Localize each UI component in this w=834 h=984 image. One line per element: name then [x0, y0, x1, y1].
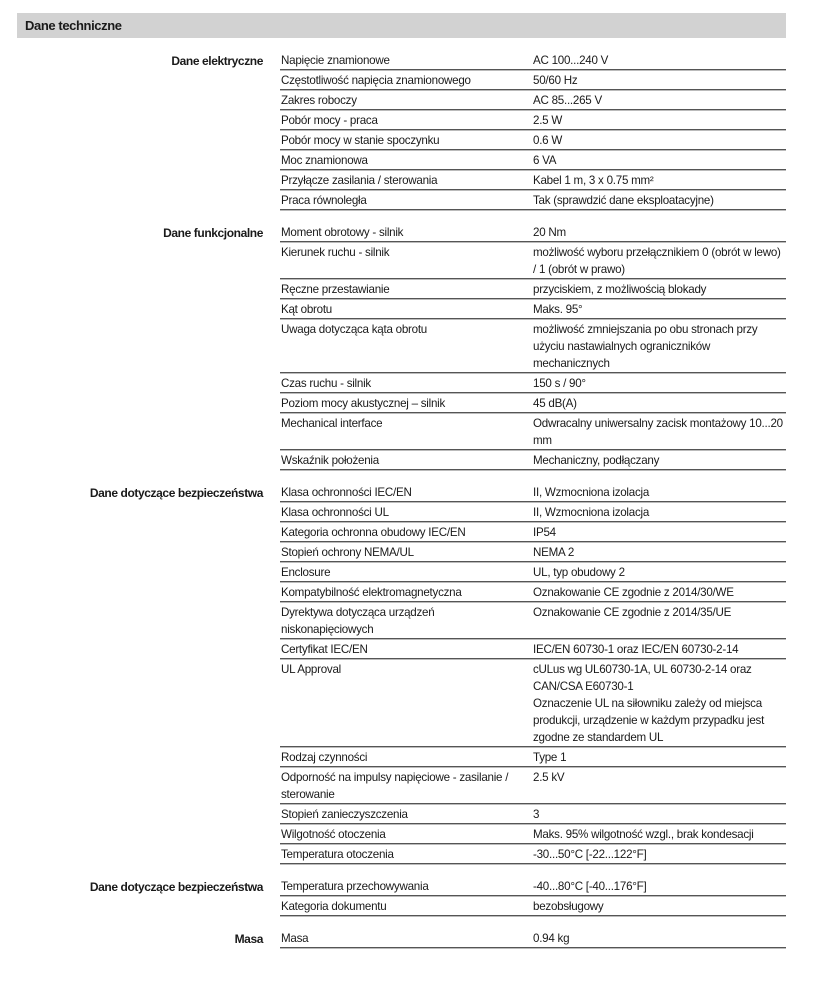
param-name: Dyrektywa dotycząca urządzeń niskonapięciowych: [281, 606, 435, 636]
table-row: [280, 824, 786, 844]
param-name: Wilgotność otoczenia: [281, 828, 386, 841]
param-value: 50/60 Hz: [533, 74, 578, 87]
param-value: przyciskiem, z możliwością blokady: [533, 283, 707, 296]
param-name: Rodzaj czynności: [281, 751, 368, 764]
param-name: Moment obrotowy - silnik: [281, 226, 404, 239]
section-rows: [280, 928, 786, 948]
table-row: [280, 413, 786, 450]
section-label: Dane elektryczne: [171, 54, 263, 68]
section-label: Masa: [234, 932, 263, 946]
param-name: Kierunek ruchu - silnik: [281, 246, 390, 259]
spec-section: [0, 50, 834, 210]
table-row: [280, 542, 786, 562]
table-row: [280, 562, 786, 582]
param-name: Kategoria dokumentu: [281, 900, 387, 913]
table-row: [280, 50, 786, 70]
section-rows: [280, 222, 786, 470]
spec-section: [0, 928, 834, 948]
param-value: Oznakowanie CE zgodnie z 2014/30/WE: [533, 586, 734, 599]
param-name: Zakres roboczy: [281, 94, 357, 107]
param-value: 0.6 W: [533, 134, 563, 147]
param-value: możliwość zmniejszania po obu stronach przy użyciu nastawialnych ograniczników mechanicznych: [533, 323, 758, 370]
table-row: [280, 928, 786, 948]
param-value: 0.94 kg: [533, 932, 570, 945]
param-name: Uwaga dotycząca kąta obrotu: [281, 323, 427, 336]
param-value: 20 Nm: [533, 226, 566, 239]
param-name: Praca równoległa: [281, 194, 367, 207]
table-row: [280, 222, 786, 242]
param-value: cULus wg UL60730-1A, UL 60730-2-14 oraz CAN/CSA E60730-1 Oznaczenie UL na siłowniku zależy od miejsca produkcji, urządzenie w każdym przypadku jest zgodne ze standardem UL: [533, 663, 765, 744]
param-name: Wskaźnik położenia: [281, 454, 379, 467]
section-rows: [280, 876, 786, 916]
section-header: [17, 13, 786, 38]
param-value: Oznakowanie CE zgodnie z 2014/35/UE: [533, 606, 732, 619]
param-name: Czas ruchu - silnik: [281, 377, 371, 390]
section-rows: [280, 482, 786, 864]
table-row: [280, 190, 786, 210]
param-value: II, Wzmocniona izolacja: [533, 506, 650, 519]
param-name: Pobór mocy w stanie spoczynku: [281, 134, 440, 147]
param-value: bezobsługowy: [533, 900, 604, 913]
table-row: [280, 373, 786, 393]
param-value: możliwość wyboru przełącznikiem 0 (obrót w lewo) / 1 (obrót w prawo): [533, 246, 781, 276]
table-row: [280, 130, 786, 150]
param-value: AC 100...240 V: [533, 54, 609, 67]
param-name: Napięcie znamionowe: [281, 54, 390, 67]
table-row: [280, 482, 786, 502]
param-value: NEMA 2: [533, 546, 575, 559]
param-value: II, Wzmocniona izolacja: [533, 486, 650, 499]
param-value: 6 VA: [533, 154, 557, 167]
section-label: Dane dotyczące bezpieczeństwa: [89, 880, 263, 894]
param-value: Mechaniczny, podłączany: [533, 454, 660, 467]
table-row: [280, 767, 786, 804]
page-title: Dane techniczne: [25, 18, 122, 33]
param-value: 3: [533, 808, 540, 821]
table-row: [280, 279, 786, 299]
spec-table: [0, 50, 834, 960]
param-name: Enclosure: [281, 566, 331, 579]
param-name: Ręczne przestawianie: [281, 283, 390, 296]
param-value: -40...80°C [-40...176°F]: [533, 880, 647, 893]
param-name: Pobór mocy - praca: [281, 114, 378, 127]
table-row: [280, 747, 786, 767]
table-row: [280, 110, 786, 130]
table-row: [280, 70, 786, 90]
table-row: [280, 804, 786, 824]
table-row: [280, 450, 786, 470]
table-row: [280, 896, 786, 916]
param-value: 2.5 kV: [533, 771, 565, 784]
param-name: Temperatura otoczenia: [281, 848, 394, 861]
table-row: [280, 502, 786, 522]
param-name: UL Approval: [281, 663, 341, 676]
param-name: Przyłącze zasilania / sterowania: [281, 174, 438, 187]
table-row: [280, 659, 786, 747]
table-row: [280, 602, 786, 639]
table-row: [280, 242, 786, 279]
param-name: Klasa ochronności IEC/EN: [281, 486, 412, 499]
param-name: Klasa ochronności UL: [281, 506, 389, 519]
param-name: Stopień ochrony NEMA/UL: [281, 546, 414, 559]
param-name: Temperatura przechowywania: [281, 880, 429, 893]
param-value: -30...50°C [-22...122°F]: [533, 848, 647, 861]
table-row: [280, 319, 786, 373]
param-value: 45 dB(A): [533, 397, 577, 410]
section-label: Dane dotyczące bezpieczeństwa: [89, 486, 263, 500]
param-value: Maks. 95°: [533, 303, 583, 316]
table-row: [280, 299, 786, 319]
param-value: Odwracalny uniwersalny zacisk montażowy 10...20 mm: [533, 417, 783, 447]
param-value: Maks. 95% wilgotność wzgl., brak kondesacji: [533, 828, 754, 841]
param-value: Type 1: [533, 751, 567, 764]
param-name: Moc znamionowa: [281, 154, 368, 167]
param-name: Masa: [281, 932, 309, 945]
param-name: Kompatybilność elektromagnetyczna: [281, 586, 462, 599]
param-name: Odporność na impulsy napięciowe - zasilanie / sterowanie: [281, 771, 509, 801]
param-value: Tak (sprawdzić dane eksploatacyjne): [533, 194, 714, 207]
param-name: Stopień zanieczyszczenia: [281, 808, 408, 821]
spec-section: [0, 222, 834, 470]
table-row: [280, 170, 786, 190]
table-row: [280, 150, 786, 170]
param-value: 2.5 W: [533, 114, 563, 127]
param-name: Częstotliwość napięcia znamionowego: [281, 74, 471, 87]
table-row: [280, 639, 786, 659]
param-value: UL, typ obudowy 2: [533, 566, 625, 579]
param-value: AC 85...265 V: [533, 94, 602, 107]
param-value: IP54: [533, 526, 556, 539]
param-value: IEC/EN 60730-1 oraz IEC/EN 60730-2-14: [533, 643, 739, 656]
table-row: [280, 582, 786, 602]
param-name: Mechanical interface: [281, 417, 383, 430]
param-name: Kategoria ochronna obudowy IEC/EN: [281, 526, 466, 539]
section-label: Dane funkcjonalne: [163, 226, 263, 240]
param-value: 150 s / 90°: [533, 377, 586, 390]
table-row: [280, 90, 786, 110]
section-rows: [280, 50, 786, 210]
param-name: Certyfikat IEC/EN: [281, 643, 368, 656]
spec-section: [0, 876, 834, 916]
param-name: Poziom mocy akustycznej – silnik: [281, 397, 446, 410]
spec-section: [0, 482, 834, 864]
table-row: [280, 522, 786, 542]
param-name: Kąt obrotu: [281, 303, 332, 316]
table-row: [280, 844, 786, 864]
table-row: [280, 876, 786, 896]
param-value: Kabel 1 m, 3 x 0.75 mm²: [533, 174, 654, 187]
table-row: [280, 393, 786, 413]
